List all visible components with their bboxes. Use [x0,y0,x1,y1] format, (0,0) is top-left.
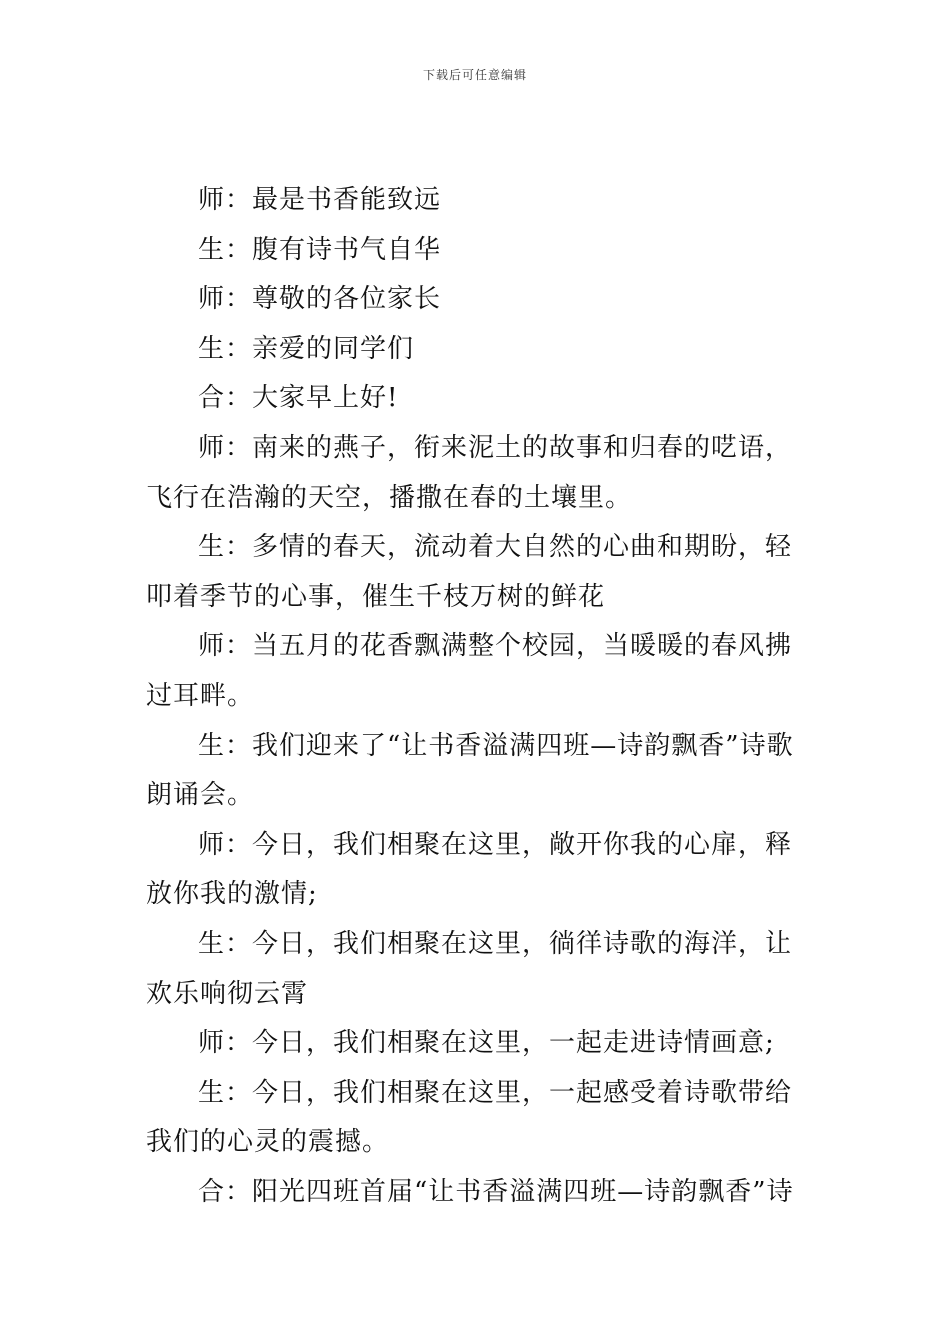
script-line: 师：尊敬的各位家长 [198,284,442,315]
script-line: 师：最是书香能致远 [198,185,442,215]
script-line: 师：今日，我们相聚在这里，一起走进诗情画意; [198,1028,775,1059]
script-line: 合：阳光四班首届“让书香溢满四班—诗韵飘香”诗 [198,1176,794,1207]
script-line: 师：南来的燕子，衔来泥土的故事和归春的呓语，飞行在浩瀚的天空，播撒在春的土壤里。 [146,432,793,513]
script-line: 生：亲爱的同学们 [198,333,415,364]
page-header-note: 下载后可任意编辑 [422,68,527,82]
script-line: 生：我们迎来了“让书香溢满四班—诗韵飘香”诗歌朗诵会。 [146,730,794,811]
script-line: 生：多情的春天，流动着大自然的心曲和期盼，轻叩着季节的心事，催生千枝万树的鲜花 [146,532,793,612]
script-line: 生：腹有诗书气自华 [198,234,442,265]
script-line: 师：当五月的花香飘满整个校园，当暖暖的春风拂过耳畔。 [146,631,793,711]
script-body [146,176,806,1217]
script-line: 师：今日，我们相聚在这里，敞开你我的心扉，释放你我的激情; [146,829,793,910]
script-line: 合：大家早上好! [198,383,399,414]
script-line: 生：今日，我们相聚在这里，一起感受着诗歌带给我们的心灵的震撼。 [146,1077,793,1158]
script-line: 生：今日，我们相聚在这里，徜徉诗歌的海洋，让欢乐响彻云霄 [146,928,793,1009]
